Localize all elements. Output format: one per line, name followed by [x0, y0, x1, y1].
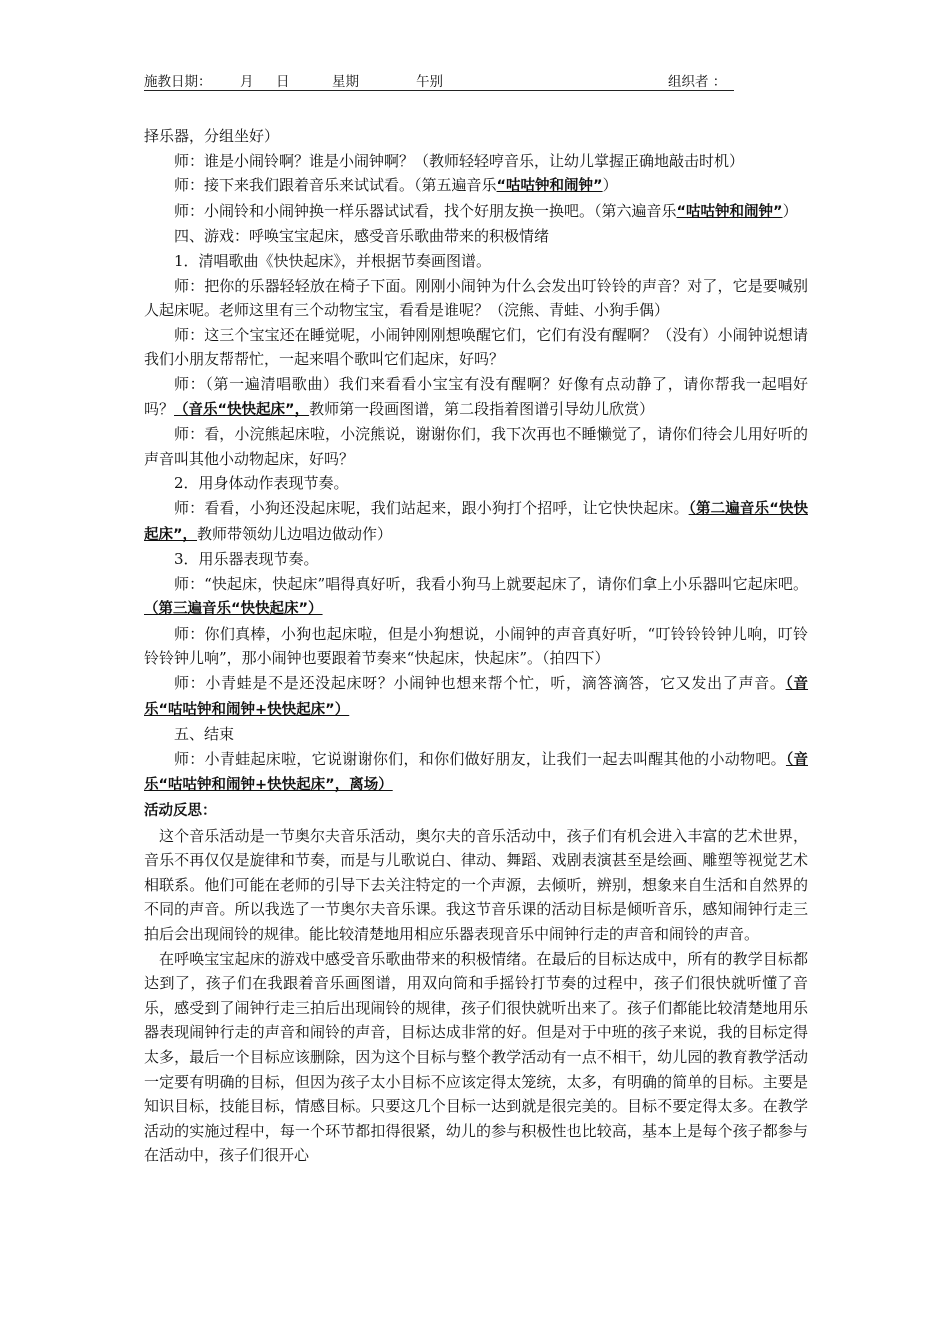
music-cue: “咕咕钟和闹钟” [496, 178, 603, 195]
paragraph: 这个音乐活动是一节奥尔夫音乐活动，奥尔夫的音乐活动中，孩子们有机会进入丰富的艺术世界，音乐不再仅仅是旋律和节奏，而是与儿歌说白、律动、舞蹈、戏剧表演甚至是绘画、雕塑等视觉艺术相联系。他们可能在老师的引导下去关注特定的一个声源，去倾听，辨别，想象来自生活和自然界的不同的声音。所以我选了一节奥尔夫音乐课。我这节音乐课的活动目标是倾听音乐，感知闹钟行走三拍后会出现闹铃的规律。能比较清楚地用相应乐器表现音乐中闹钟行走的声音和闹铃的声音。 [144, 826, 808, 943]
paragraph: 择乐器，分组坐好） [144, 127, 280, 145]
organizer-label: 组织者 ： [668, 74, 727, 90]
paragraph: 师：（第一遍清唱歌曲）我们来看看小宝宝有没有醒啊？好像有点动静了，请你帮我一起唱好吗？（音乐“快快起床”，教师第一段画图谱，第二段指着图谱引导幼儿欣赏） [144, 374, 808, 418]
paragraph: 师：把你的乐器轻轻放在椅子下面。刚刚小闹钟为什么会发出叮铃铃的声音？对了，它是要喊别人起床呢。老师这里有三个动物宝宝，看看是谁呢？（浣熊、青蛙、小狗手偶） [144, 276, 808, 320]
music-cue: （第二遍音乐“快快起床”， [144, 500, 808, 543]
document-body [144, 124, 808, 1168]
paragraph: 师：小青蛙是不是还没起床呀？小闹钟也想来帮个忙，听，滴答滴答，它又发出了声音。（音乐“咕咕钟和闹钟+快快起床”） [144, 674, 808, 718]
month-label: 月 [240, 74, 254, 90]
class-label: 午别 [416, 74, 443, 90]
paragraph: 3．用乐器表现节奏。 [174, 550, 319, 569]
section-heading: 四、游戏：呼唤宝宝起床，感受音乐歌曲带来的积极情绪 [174, 227, 550, 246]
weekday-label: 星期 [332, 74, 359, 90]
paragraph: 师：你们真棒，小狗也起床啦，但是小狗想说，小闹钟的声音真好听，“叮铃铃铃钟儿响，叮铃铃铃钟儿响”，那小闹钟也要跟着节奏来“快起床，快起床”。（拍四下） [144, 624, 808, 668]
paragraph: 在呼唤宝宝起床的游戏中感受音乐歌曲带来的积极情绪。在最后的目标达成中，所有的教学目标都达到了，孩子们在我跟着音乐画图谱，用双向筒和手摇铃打节奏的过程中，孩子们很快就听懂了音乐，感受到了闹钟行走三拍后出现闹铃的规律，孩子们很快就听出来了。孩子们都能比较清楚地用乐器表现闹钟行走的声音和闹铃的声音，目标达成非常的好。但是对于中班的孩子来说，我的目标定得太多，最后一个目标应该删除，因为这个目标与整个教学活动有一点不相干，幼儿园的教育教学活动一定要有明确的目标，但因为孩子太小目标不应该定得太笼统，太多，有明确的简单的目标。主要是知识目标，技能目标，情感目标。只要这几个目标一达到就是很完美的。目标不要定得太多。在教学活动的实施过程中，每一个环节都扣得很紧，幼儿的参与积极性也比较高，基本上是每个孩子都参与在活动中，孩子们很开心 [144, 949, 808, 1165]
day-label: 日 [276, 74, 290, 90]
paragraph: 师：这三个宝宝还在睡觉呢，小闹钟刚刚想唤醒它们，它们有没有醒啊？（没有）小闹钟说想请我们小朋友帮帮忙，一起来唱个歌叫它们起床，好吗？ [144, 325, 808, 369]
paragraph: 师：接下来我们跟着音乐来试试看。（第五遍音乐“咕咕钟和闹钟”） [174, 176, 618, 195]
paragraph: 1．清唱歌曲《快快起床》，并根据节奏画图谱。 [174, 251, 492, 270]
page-header [144, 66, 734, 91]
music-cue: （音乐“咕咕钟和闹钟+快快起床”，离场） [144, 751, 809, 794]
music-cue: “咕咕钟和闹钟” [676, 203, 783, 220]
paragraph: 师：小闹铃和小闹钟换一样乐器试试看，找个好朋友换一换吧。（第六遍音乐“咕咕钟和闹钟”） [174, 201, 798, 220]
paragraph: 师：看，小浣熊起床啦，小浣熊说，谢谢你们，我下次再也不睡懒觉了，请你们待会儿用好听的声音叫其他小动物起床，好吗？ [144, 425, 808, 468]
paragraph: 师：看看，小狗还没起床呢，我们站起来，跟小狗打个招呼，让它快快起床。（第二遍音乐“快快起床”，教师带领幼儿边唱边做动作） [144, 498, 808, 543]
music-cue: （音乐“咕咕钟和闹钟+快快起床”） [144, 676, 808, 718]
paragraph: 师：谁是小闹铃啊？谁是小闹钟啊？（教师轻轻哼音乐，让幼儿掌握正确地敲击时机） [174, 151, 745, 170]
paragraph: 师：“快起床，快起床”唱得真好听，我看小狗马上就要起床了，请你们拿上小乐器叫它起床吧。（第三遍音乐“快快起床”） [144, 574, 808, 618]
music-cue: （第三遍音乐“快快起床”） [144, 601, 323, 618]
paragraph: 2．用身体动作表现节奏。 [174, 474, 349, 493]
paragraph: 师：小青蛙起床啦，它说谢谢你们，和你们做好朋友，让我们一起去叫醒其他的小动物吧。（音乐“咕咕钟和闹钟+快快起床”，离场） [144, 749, 809, 794]
section-heading: 五、结束 [174, 725, 235, 744]
reflection-heading: 活动反思： [144, 803, 217, 820]
music-cue: （音乐“快快起床”， [174, 401, 310, 418]
date-label: 施教日期： [144, 74, 212, 90]
